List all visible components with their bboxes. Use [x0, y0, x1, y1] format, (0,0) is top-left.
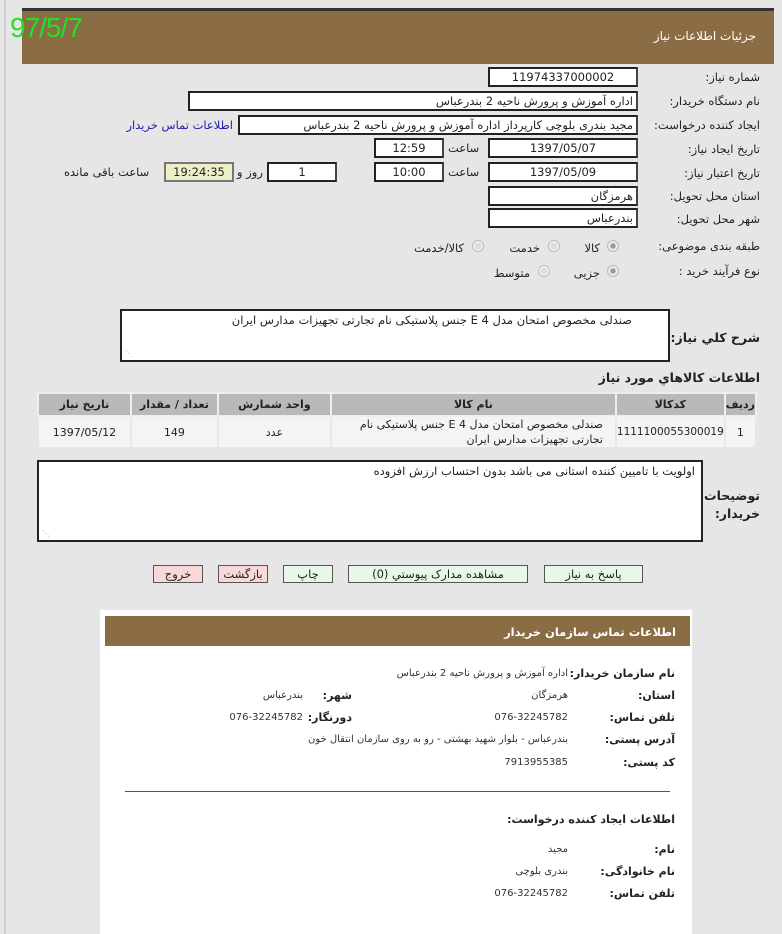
category-option-goods: کالا — [584, 241, 600, 255]
description-text: صندلی مخصوص امتحان مدل E 4 جنس پلاستیکی نام تجارتی تجهیزات مدارس ایران — [231, 313, 632, 327]
process-option-medium: متوسط — [493, 266, 530, 280]
created-date-label: تاریخ ایجاد نیاز: — [687, 142, 760, 156]
items-table — [37, 392, 757, 449]
fax-value: 076-32245782 — [229, 712, 303, 723]
col-row-number: ردیف — [725, 393, 756, 416]
creator-field[interactable]: مجید بندری بلوچی کارپرداز اداره آموزش و پرورش ناحیه 2 بندرعباس — [238, 115, 638, 135]
creator-label: ایجاد کننده درخواست: — [654, 118, 760, 132]
phone-value: 076-32245782 — [494, 712, 568, 723]
back-button[interactable]: بازگشت — [218, 565, 268, 583]
items-section-title: اطلاعات کالاهاي مورد نیاز — [598, 370, 760, 385]
days-remaining-field[interactable]: 1 — [267, 162, 337, 182]
city-label: شهر: — [322, 689, 352, 702]
phone-label: تلفن تماس: — [609, 711, 675, 724]
cell-unit: عدد — [218, 416, 331, 448]
col-unit: واحد شمارش — [218, 393, 331, 416]
description-textarea[interactable] — [120, 309, 670, 362]
exit-button[interactable]: خروج — [153, 565, 203, 583]
address-value: بندرعباس - بلوار شهید بهشتی - رو به روی سازمان انتقال خون — [307, 734, 568, 745]
valid-date-field[interactable]: 1397/05/09 — [488, 162, 638, 182]
col-quantity: تعداد / مقدار — [131, 393, 218, 416]
col-need-date: تاریخ نیاز — [38, 393, 131, 416]
cell-need-date: 1397/05/12 — [38, 416, 131, 448]
process-label: نوع فرآیند خرید : — [678, 264, 760, 278]
org-value: اداره آموزش و پرورش ناحیه 2 بندرعباس — [396, 668, 568, 679]
created-date-field[interactable]: 1397/05/07 — [488, 138, 638, 158]
divider — [125, 791, 670, 792]
page-header — [22, 8, 774, 64]
postal-value: 7913955385 — [504, 757, 568, 768]
remaining-label: ساعت باقی مانده — [64, 165, 150, 179]
cell-item-name: صندلی مخصوص امتحان مدل E 4 جنس پلاستیکی نام تجارتی تجهیزات مدارس ایران — [331, 416, 616, 448]
comments-label: توضیحات خریدار: — [704, 488, 760, 521]
cell-quantity: 149 — [131, 416, 218, 448]
cell-item-code: 1111100055300019 — [616, 416, 725, 448]
category-radio-both[interactable] — [472, 240, 484, 252]
province-field[interactable]: هرمزگان — [488, 186, 638, 206]
reply-button[interactable]: پاسخ به نیاز — [544, 565, 643, 583]
print-button[interactable]: چاپ — [283, 565, 333, 583]
city-label: شهر محل تحویل: — [676, 212, 760, 226]
buyer-org-field[interactable]: اداره آموزش و پرورش ناحیه 2 بندرعباس — [188, 91, 638, 111]
created-time-field[interactable]: 12:59 — [374, 138, 444, 158]
buyer-contact-panel — [100, 610, 692, 934]
page-border — [4, 0, 6, 934]
process-radio-minor[interactable] — [607, 265, 619, 277]
valid-date-label: تاریخ اعتبار نیاز: — [684, 166, 760, 180]
cell-row-number: 1 — [725, 416, 756, 448]
contact-panel-title: اطلاعات تماس سازمان خریدار — [105, 616, 690, 646]
province-label: استان: — [638, 689, 675, 702]
valid-time-label: ساعت — [448, 165, 480, 179]
creator-section-title: اطلاعات ایجاد کننده درخواست: — [507, 813, 675, 826]
description-label: شرح کلي نیاز: — [670, 330, 760, 345]
need-number-field[interactable]: 11974337000002 — [488, 67, 638, 87]
org-label: نام سازمان خریدار: — [569, 667, 675, 680]
province-value: هرمزگان — [531, 690, 568, 701]
province-label: استان محل تحویل: — [669, 189, 760, 203]
date-stamp: 97/5/7 — [10, 12, 82, 43]
city-field[interactable]: بندرعباس — [488, 208, 638, 228]
fax-label: دورنگار: — [307, 711, 352, 724]
page-title: جزئیات اطلاعات نیاز — [653, 29, 756, 43]
city-value: بندرعباس — [262, 690, 303, 701]
table-header-row — [38, 393, 756, 416]
resize-grip[interactable]: ⋰ — [42, 529, 50, 538]
name-value: مجید — [547, 844, 568, 855]
resize-grip[interactable]: ⋰ — [125, 349, 133, 358]
buyer-org-label: نام دستگاه خریدار: — [669, 94, 760, 108]
process-radio-medium[interactable] — [538, 265, 550, 277]
table-row — [38, 416, 756, 448]
col-item-name: نام کالا — [331, 393, 616, 416]
family-value: بندری بلوچی — [515, 866, 568, 877]
days-label: روز و — [237, 165, 263, 179]
category-radio-service[interactable] — [548, 240, 560, 252]
category-radio-goods[interactable] — [607, 240, 619, 252]
postal-label: کد پستی: — [623, 756, 675, 769]
valid-time-field[interactable]: 10:00 — [374, 162, 444, 182]
family-label: نام خانوادگی: — [600, 865, 675, 878]
need-number-label: شماره نیاز: — [705, 70, 760, 84]
creator-phone-value: 076-32245782 — [494, 888, 568, 899]
category-label: طبقه بندی موضوعی: — [658, 239, 760, 253]
name-label: نام: — [654, 843, 675, 856]
remaining-time-field: 19:24:35 — [164, 162, 234, 182]
comments-textarea[interactable] — [37, 460, 703, 542]
creator-phone-label: تلفن تماس: — [609, 887, 675, 900]
comments-text: اولویت با تامیین کننده استانی می باشد بدون احتساب ارزش افزوده — [373, 464, 695, 478]
attachments-button[interactable]: مشاهده مدارک پیوستي (0) — [348, 565, 528, 583]
col-item-code: کدکالا — [616, 393, 725, 416]
address-label: آدرس پستی: — [604, 733, 675, 746]
category-option-service: خدمت — [509, 241, 540, 255]
buyer-contact-link[interactable]: اطلاعات تماس خریدار — [126, 118, 233, 132]
created-time-label: ساعت — [448, 141, 480, 155]
process-option-minor: جزیی — [573, 266, 600, 280]
category-option-both: کالا/خدمت — [413, 241, 464, 255]
